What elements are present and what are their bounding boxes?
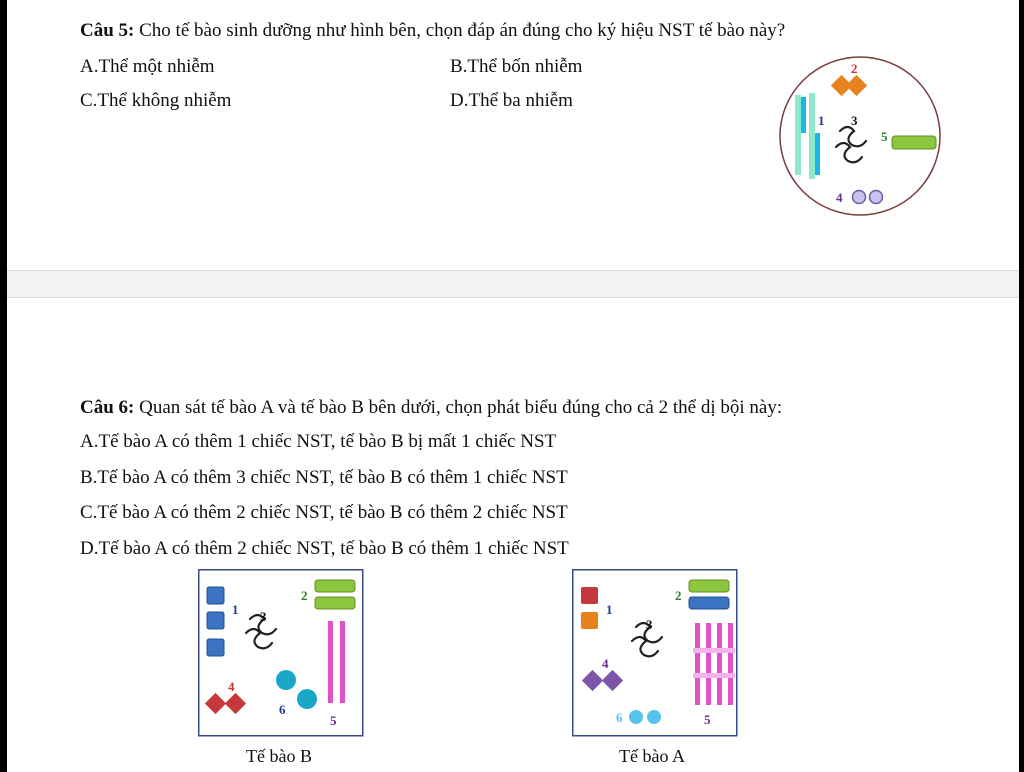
cell-b-label-3: 3	[260, 609, 267, 624]
cell-a-figure	[572, 569, 738, 737]
q5-option-c[interactable]: C.Thể không nhiễm	[80, 90, 232, 111]
q6-option-c[interactable]: C.Tế bào A có thêm 2 chiếc NST, tế bào B có thêm 2 chiếc NST	[80, 502, 568, 523]
cell-b-label-2: 2	[301, 588, 308, 603]
q5-cell-figure	[778, 55, 944, 217]
cell-b-label-5: 5	[330, 713, 337, 728]
q5-option-b[interactable]: B.Thể bốn nhiễm	[450, 56, 583, 77]
cell-a-chromosome-6-circle	[629, 710, 643, 724]
q6-option-a[interactable]: A.Tế bào A có thêm 1 chiếc NST, tế bào B bị mất 1 chiếc NST	[80, 431, 557, 452]
left-frame-border	[0, 0, 7, 772]
cell-a-label-5: 5	[704, 712, 711, 727]
cell-b-label-6: 6	[279, 702, 286, 717]
cell-a-label-4: 4	[602, 656, 609, 671]
label-5: 5	[881, 129, 888, 144]
cell-b-chromosome-6-circle	[276, 670, 296, 690]
chromosome-4-circle	[853, 191, 866, 204]
cell-b-label-1: 1	[232, 602, 239, 617]
cell-a-label-3: 3	[646, 617, 653, 632]
cell-b-figure	[198, 569, 364, 737]
cell-a-label-2: 2	[675, 588, 682, 603]
question-5-text: Cho tế bào sinh dưỡng như hình bên, chọn đáp án đúng cho ký hiệu NST tế bào này?	[139, 20, 786, 41]
cell-b-label-4: 4	[228, 679, 235, 694]
q5-option-d[interactable]: D.Thể ba nhiễm	[450, 90, 573, 111]
label-4: 4	[836, 190, 843, 205]
question-5	[80, 20, 785, 42]
question-6-text: Quan sát tế bào A và tế bào B bên dưới, chọn phát biểu đúng cho cả 2 thể dị bội này:	[139, 397, 783, 418]
question-6	[80, 397, 782, 419]
cell-b-chromosome-1	[207, 587, 224, 656]
question-5-label: Câu 5:	[80, 20, 135, 41]
section-divider	[7, 270, 1019, 298]
q6-option-d[interactable]: D.Tế bào A có thêm 2 chiếc NST, tế bào B có thêm 1 chiếc NST	[80, 538, 569, 559]
cell-a-chromosome-6-circle	[647, 710, 661, 724]
label-1: 1	[818, 113, 825, 128]
cell-a-label-6: 6	[616, 710, 623, 725]
q5-option-a[interactable]: A.Thể một nhiễm	[80, 56, 215, 77]
cell-b-caption: Tế bào B	[246, 746, 312, 766]
cell-b-chromosome-6-circle	[297, 689, 317, 709]
chromosome-5-bar	[892, 136, 936, 149]
cell-a-label-1: 1	[606, 602, 613, 617]
chromosome-4-circle	[870, 191, 883, 204]
label-2: 2	[851, 61, 858, 76]
question-6-label: Câu 6:	[80, 397, 135, 418]
right-frame-border	[1019, 0, 1024, 772]
q6-option-b[interactable]: B.Tế bào A có thêm 3 chiếc NST, tế bào B có thêm 1 chiếc NST	[80, 467, 568, 488]
label-3: 3	[851, 113, 858, 128]
cell-a-caption: Tế bào A	[619, 746, 685, 766]
